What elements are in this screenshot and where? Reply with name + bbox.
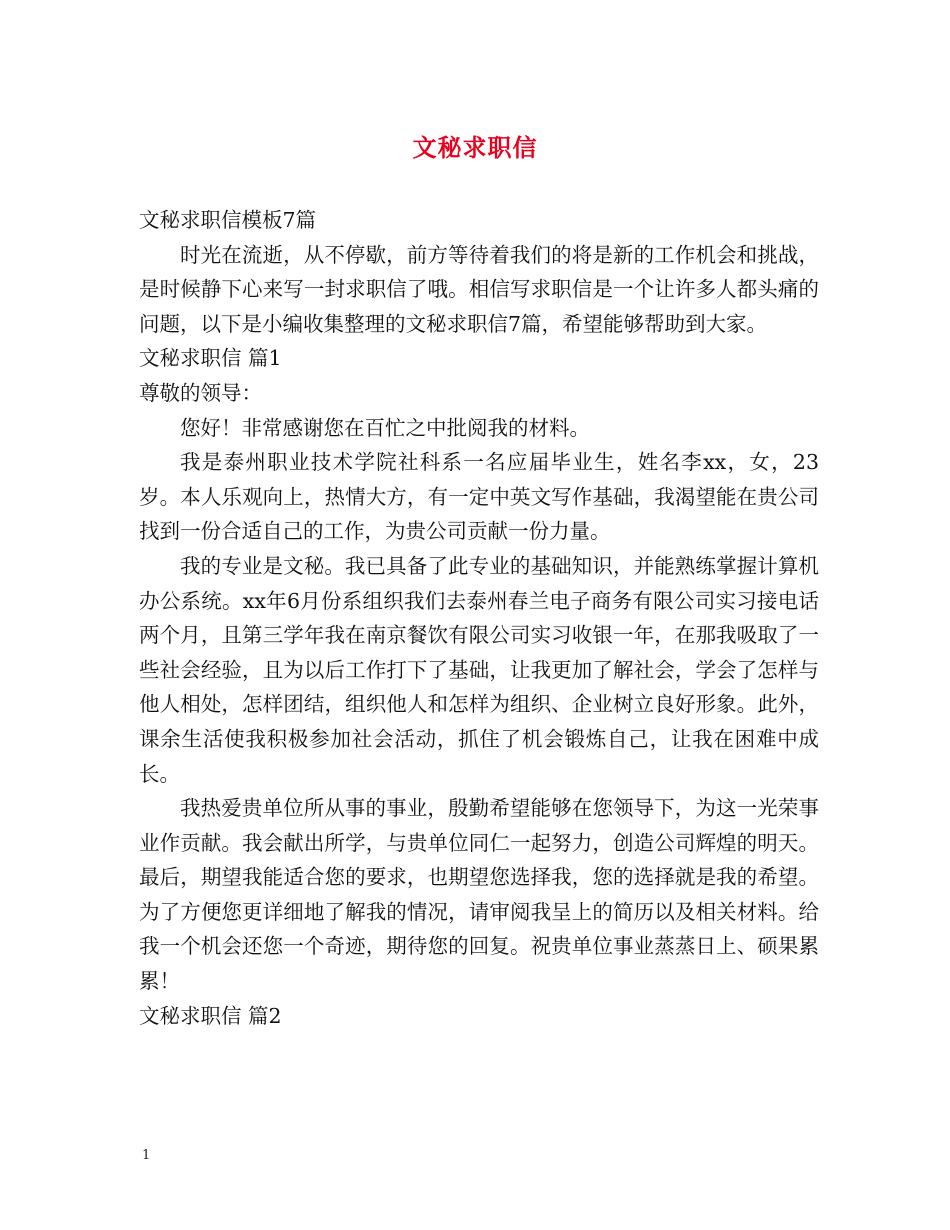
document-title: 文秘求职信 [412,133,538,162]
greeting-paragraph: 您好！非常感谢您在百忙之中批阅我的材料。 [180,415,590,440]
salutation: 尊敬的领导： [139,380,262,405]
section-heading: 文秘求职信 篇1 [139,346,282,371]
section-heading: 文秘求职信 篇2 [139,1003,282,1028]
page-number: 1 [142,1148,151,1163]
body-paragraph: 我的专业是文秘。我已具备了此专业的基础知识，并能熟练掌握计算机办公系统。xx年6月份系组织我们去泰州春兰电子商务有限公司实习接电话两个月，且第三学年我在南京餐饮有限公司实习收银一年，在那我吸取了一些社会经验，且为以后工作打下了基础，让我更加了解社会，学会了怎样与他人相处，怎样团结，组织他人和怎样为组织、企业树立良好形象。此外，课余生活使我积极参加社会活动，抓住了机会锻炼自己，让我在困难中成长。 [139,553,819,786]
subtitle-line: 文秘求职信模板7篇 [139,208,317,232]
body-paragraph: 我热爱贵单位所从事的事业，殷勤希望能够在您领导下，为这一光荣事业作贡献。我会献出所学，与贵单位同仁一起努力，创造公司辉煌的明天。最后，期望我能适合您的要求，也期望您选择我，您的选择就是我的希望。为了方便您更详细地了解我的情况，请审阅我呈上的简历以及相关材料。给我一个机会还您一个奇迹，期待您的回复。祝贵单位事业蒸蒸日上、硕果累累！ [139,796,819,994]
intro-paragraph: 时光在流逝，从不停歇，前方等待着我们的将是新的工作机会和挑战，是时候静下心来写一封求职信了哦。相信写求职信是一个让许多人都头痛的问题，以下是小编收集整理的文秘求职信7篇，希望能够帮助到大家。 [139,242,819,336]
body-paragraph: 我是泰州职业技术学院社科系一名应届毕业生，姓名李xx，女，23岁。本人乐观向上，热情大方，有一定中英文写作基础，我渴望能在贵公司找到一份合适自己的工作，为贵公司贡献一份力量。 [139,450,819,544]
document-body [139,203,819,1033]
